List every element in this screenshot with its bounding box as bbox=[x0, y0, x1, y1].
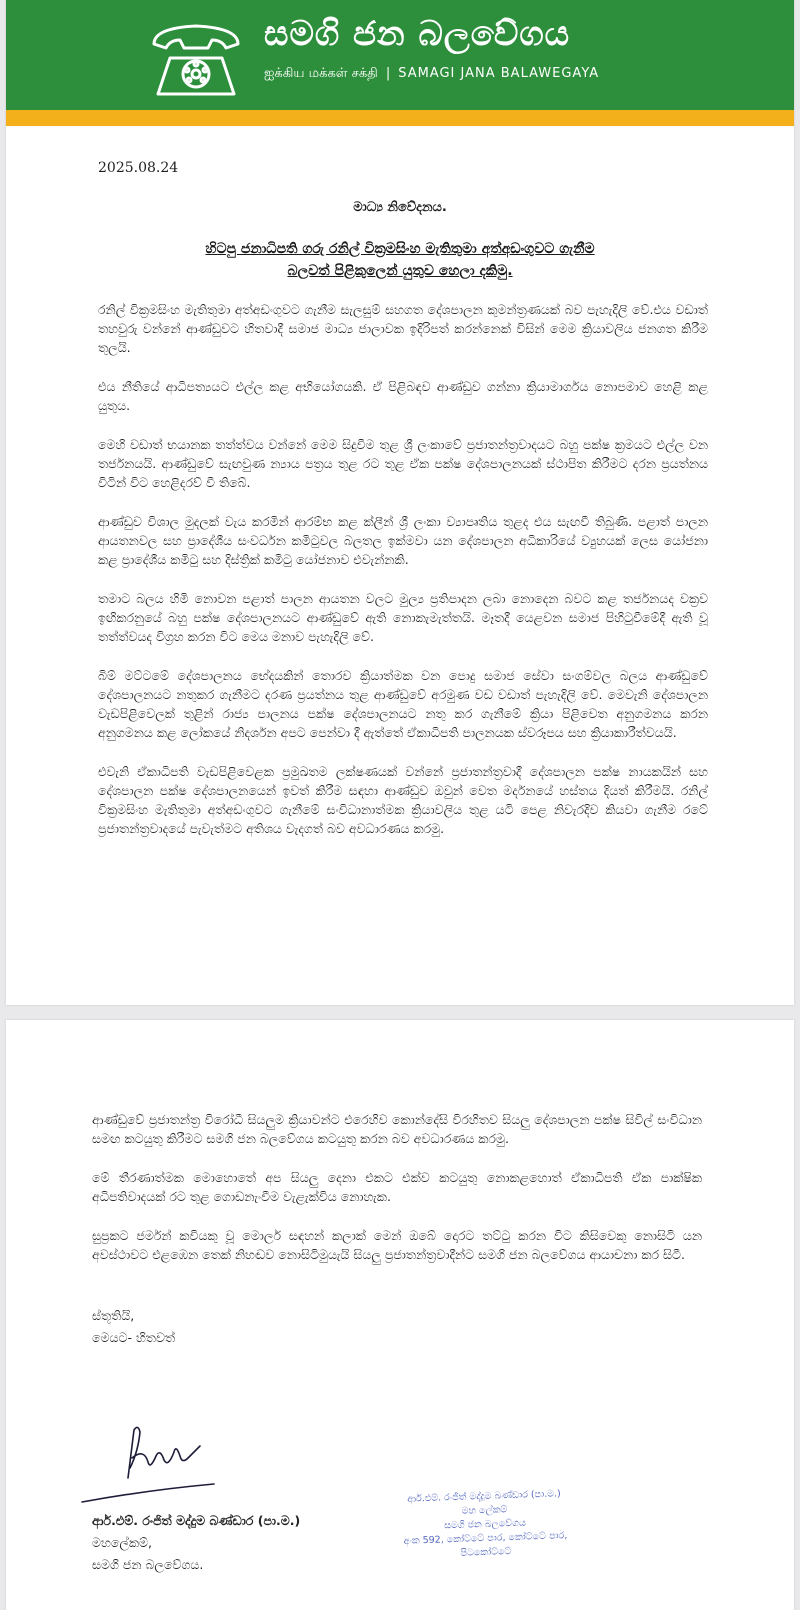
signature bbox=[78, 1418, 228, 1508]
headline bbox=[116, 238, 684, 282]
closing-block bbox=[92, 1305, 175, 1349]
letterhead-accent-stripe bbox=[6, 110, 794, 126]
org-name-english: SAMAGI JANA BALAWEGAYA bbox=[398, 66, 600, 81]
document-date: 2025.08.24 bbox=[98, 160, 179, 176]
telephone-icon bbox=[146, 14, 246, 100]
signer-block bbox=[92, 1510, 300, 1576]
stamp-line: ආර්.එම්. රංජිත් මද්දුම බණ්ඩාර (පා.ම.) bbox=[407, 1488, 561, 1505]
stamp-line: සමගි ජන බලවේගය bbox=[444, 1517, 526, 1532]
paragraph: ආණ්ඩුවේ ප්‍රජාතන්ත්‍ර විරෝධී සියලුම ක්‍රියාවන්ට එරෙහිව කොන්දේසි විරහිතව සියලු දේශපාලන පක්ෂ සිවිල් සංවිධාන සමඟ කටයුතු කිරීමට සමගි ජන බලවේගය කටයුතු කරන බව අවධාරණය කරමු. bbox=[92, 1112, 702, 1146]
paragraph: එය නීතියේ ආධිපත්‍යයට එල්ල කළ අභියෝගයකි. ඒ පිළිබඳව ආණ්ඩුව ගන්නා ක්‍රියාමාර්ගය නොපමාව හෙළි කළ යුතුය. bbox=[98, 379, 708, 413]
headline-line-2: බලවත් පිළිකුලෙන් යුතුව හෙලා දකිමු. bbox=[287, 263, 513, 279]
signer-org: සමගි ජන බලවේගය. bbox=[92, 1557, 204, 1572]
paragraph: රනිල් වික්‍රමසිංහ මැතිතුමා අත්අඩංගුවට ගැනීම සැලසුම් සහගත දේශපාලන කුමන්ත්‍රණයක් බව පැහැදිලි වේ.එය වඩාත් තහවුරු වන්නේ ආණ්ඩුවට හිතවාදී සමාජ මාධ්‍ය ජාලාවක ඉදිරිපත් කරන්නෙක් විසින් මෙම ක්‍රියාවලිය ජනගත කිරීම තුලයි. bbox=[98, 302, 708, 355]
paragraph: සුප්‍රකට ජර්මන් කවියකු වූ මොලර් සඳහන් කලාක් මෙන් ඔබේ දොරට තට්ටු කරන විට කිසිවෙකු නොසිටි යන අවස්ථාවට එළඹෙන තෙක් නිහඬව නොසිටිමුයැයි සියලු ප්‍රජාතන්ත්‍රවාදීන්ට සමගි ජන බලවේගය ආයාචනා කර සිටී. bbox=[92, 1228, 702, 1262]
paragraph: එවැනි ඒකාධිපති වැඩපිළිවෙළක ප්‍රමුඛතම ලක්ෂණයක් වන්නේ ප්‍රජාතන්ත්‍රවාදී දේශපාලන පක්ෂ නායකයින් සහ දේශපාලන පක්ෂ දේශපාලනයෙන් ඉවත් කිරීම සඳහා ආණ්ඩුව ඔවුන් වෙත මර්දනයේ හස්තය දියත් කිරීමයි. රනිල් වික්‍රමසිංහ මැතිතුමා අත්අඩංගුවට ගැනීමේ සංවිධානාත්මක ක්‍රියාවලිය තුළ යටි පෙළ නිවැරදිව කියවා ගැනීම රටේ ප්‍රජාතන්ත්‍රවාදයේ පැවැත්මට අතිශය වැදගත් බව අවධාරණය කරමු. bbox=[98, 764, 708, 836]
paragraph: මේ තීරණාත්මක මොහොතේ අප සියලු දෙනා එකට එක්ව කටයුතු නොකළහොත් ඒකාධිපති ඒක පාක්ෂික අධිපතිවාදයක් රට තුළ ගොඩනැංවීම වැළැක්විය නොහැක. bbox=[92, 1170, 702, 1204]
closing-for: මෙයට- හිතවත් bbox=[92, 1330, 176, 1345]
headline-line-1: හිටපු ජනාධිපති ගරු රනිල් වික්‍රමසිංහ මැතිතුමා අත්අඩංගුවට ගැනීම bbox=[205, 241, 595, 257]
paragraph: ආණ්ඩුව විශාල මුදලක් වැය කරමින් ආරම්භ කළ ක්ලීන් ශ්‍රී ලංකා ව්‍යාපෘතිය තුළද එය සැඟවී තිබුණි. පළාත් පාලන ආයතනවල සහ ප්‍රාදේශීය සංවර්ධන කමිටුවල බලතල ඉක්මවා යන දේශපාලන අධිකාරියේ ව්‍යුහයක් ලෙස යෝජනා කළ ප්‍රාදේශීය කමිටු සහ දිස්ත්‍රික් කමිටු යෝජනාව එවැන්නකි. bbox=[98, 514, 708, 567]
signer-title: මහලේකම්, bbox=[92, 1535, 152, 1550]
closing-thanks: ස්තූතියි, bbox=[92, 1308, 135, 1323]
paragraph: මෙහි වඩාත් භයානක තත්ත්වය වන්නේ මෙම සිදුවීම තුළ ශ්‍රී ලංකාවේ ප්‍රජාතන්ත්‍රවාදයට බහු පක්ෂ ක්‍රමයට එල්ල වන තර්ජනයයි. ආණ්ඩුවේ සැඟවුණ න්‍යාය පත්‍රය තුළ රට තුළ ඒක පක්ෂ දේශපාලනයක් ස්ථාපිත කිරීමට දරන ප්‍රයත්නය විටින් විට හෙළිදරව් වී තිබේ. bbox=[98, 437, 708, 490]
page1-body bbox=[98, 300, 708, 858]
paragraph: බිම් මට්ටමේ දේශපාලනය භේදයකින් තොරව ක්‍රියාත්මක වන පොදු සමාජ සේවා සංගම්වල බලය ආණ්ඩුවේ දේශපාලනයට නතුකර ගැනීමට දරණ ප්‍රයත්නය තුළ ආණ්ඩුවේ අරමුණ වඩ වඩාත් පැහැදිලි වේ. මෙවැනි දේශපාලන වැඩපිළිවෙලක් තුළින් රාජ්‍ය පාලනය පක්ෂ දේශපාලනයට නතු කර ගැනීමේ ක්‍රියා පිළිවෙත අනුගමනය කරන අනුගමනය කළ ලෝකයේ නිදර්ශන අපට පෙන්වා දී ඇත්තේ ඒකාධිපති පාලනයක ස්වරූපය සහ ක්‍රියාකාරීත්වයයි. bbox=[98, 668, 708, 740]
letter-page-1 bbox=[6, 0, 794, 1005]
signer-name: ආර්.එම්. රංජිත් මද්දුම බණ්ඩාර (පා.ම.) bbox=[92, 1513, 301, 1528]
stamp-line: මහ ලේකම් bbox=[461, 1504, 508, 1517]
stamp-line: අංක 592, කෝට්ටේ පාර, කෝට්ටේ පාර, bbox=[403, 1530, 568, 1547]
org-name-tamil: ஐக்கிய மக்கள் சக்தி bbox=[264, 66, 378, 81]
subtitle-separator: | bbox=[385, 66, 391, 81]
org-subtitle bbox=[264, 66, 684, 82]
media-release-label: මාධ්‍ය නිවේදනය. bbox=[353, 200, 447, 215]
letterhead-banner bbox=[6, 0, 794, 110]
page2-body bbox=[92, 1110, 702, 1284]
official-stamp bbox=[399, 1487, 571, 1563]
org-name-sinhala: සමගි ජන බලවේගය bbox=[264, 14, 571, 54]
paragraph: තමාට බලය හිමි නොවන පළාත් පාලන ආයතන වලට මුල්‍ය ප්‍රතිපාදන ලබා නොදෙන බවට කළ තර්ජනයද වක්‍රව ඉඟිකරනුයේ බහු පක්ෂ දේශපාලනයට ආණ්ඩුවේ ඇති නොකැමැත්තයි. මෑතදී යෙළවන සමාජ පිහිටුවීමේදී ඇති වූ තත්ත්වයද විග්‍රහ කරන විට මෙය මනාව පැහැදිලි වේ. bbox=[98, 591, 708, 644]
stamp-line: පිටකෝට්ටේ bbox=[460, 1546, 512, 1559]
